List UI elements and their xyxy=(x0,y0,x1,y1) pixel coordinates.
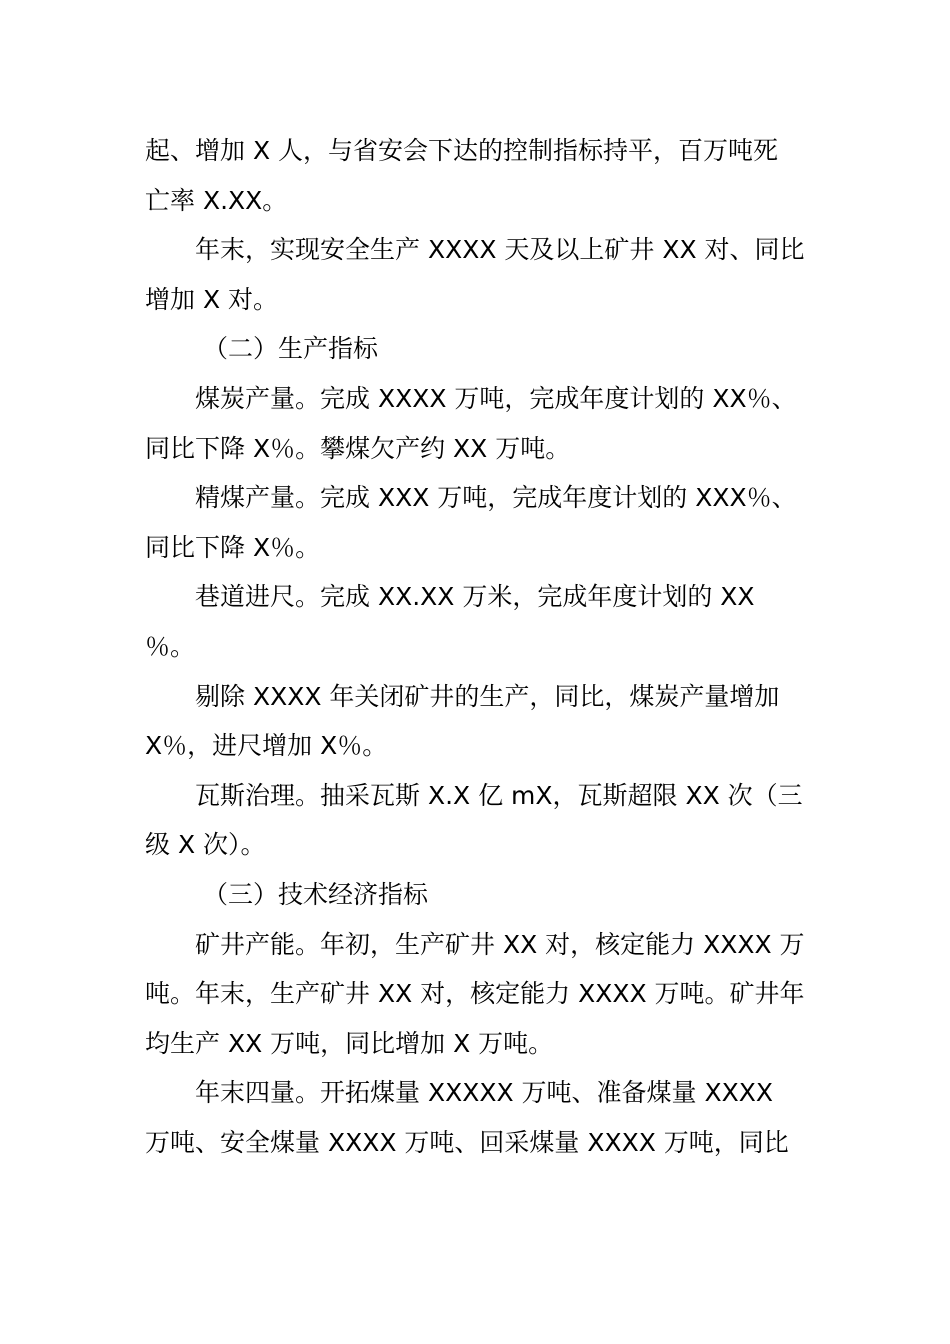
paragraph-start-line: 巷道进尺。完成 XX.XX 万米，完成年度计划的 XX xyxy=(195,582,755,612)
text-line: 万吨、安全煤量 XXXX 万吨、回采煤量 XXXX 万吨，同比 xyxy=(145,1127,789,1157)
paragraph-start-line: 煤炭产量。完成 XXXX 万吨，完成年度计划的 XX％、 xyxy=(195,383,797,413)
document-body xyxy=(145,126,810,1167)
paragraph-start-line: 精煤产量。完成 XXX 万吨，完成年度计划的 XXX％、 xyxy=(195,483,797,513)
text-line: ％。 xyxy=(145,631,196,661)
paragraph-start-line: 年末四量。开拓煤量 XXXXX 万吨、准备煤量 XXXX xyxy=(195,1078,773,1108)
text-line: 级 X 次）。 xyxy=(145,830,266,860)
paragraph-start-line: 瓦斯治理。抽采瓦斯 X.X 亿 mX，瓦斯超限 XX 次（三 xyxy=(195,780,803,810)
text-line: 增加 X 对。 xyxy=(145,284,279,314)
section-heading: （三）技术经济指标 xyxy=(203,879,429,909)
paragraph-start-line: 剔除 XXXX 年关闭矿井的生产，同比，煤炭产量增加 xyxy=(195,681,780,711)
paragraph-start-line: 年末，实现安全生产 XXXX 天及以上矿井 XX 对、同比 xyxy=(195,235,805,265)
section-heading: （二）生产指标 xyxy=(203,334,379,364)
text-line: 同比下降 X％。 xyxy=(145,532,321,562)
paragraph-start-line: 矿井产能。年初，生产矿井 XX 对，核定能力 XXXX 万 xyxy=(195,929,805,959)
text-line: 同比下降 X％。攀煤欠产约 XX 万吨。 xyxy=(145,433,571,463)
text-line: 亡率 X.XX。 xyxy=(145,185,288,215)
text-line: 吨。年末，生产矿井 XX 对，核定能力 XXXX 万吨。矿井年 xyxy=(145,979,805,1009)
text-line: 起、增加 X 人，与省安会下达的控制指标持平，百万吨死 xyxy=(145,136,779,165)
text-line: 均生产 XX 万吨，同比增加 X 万吨。 xyxy=(145,1028,554,1058)
text-line: X％，进尺增加 X％。 xyxy=(145,731,388,761)
